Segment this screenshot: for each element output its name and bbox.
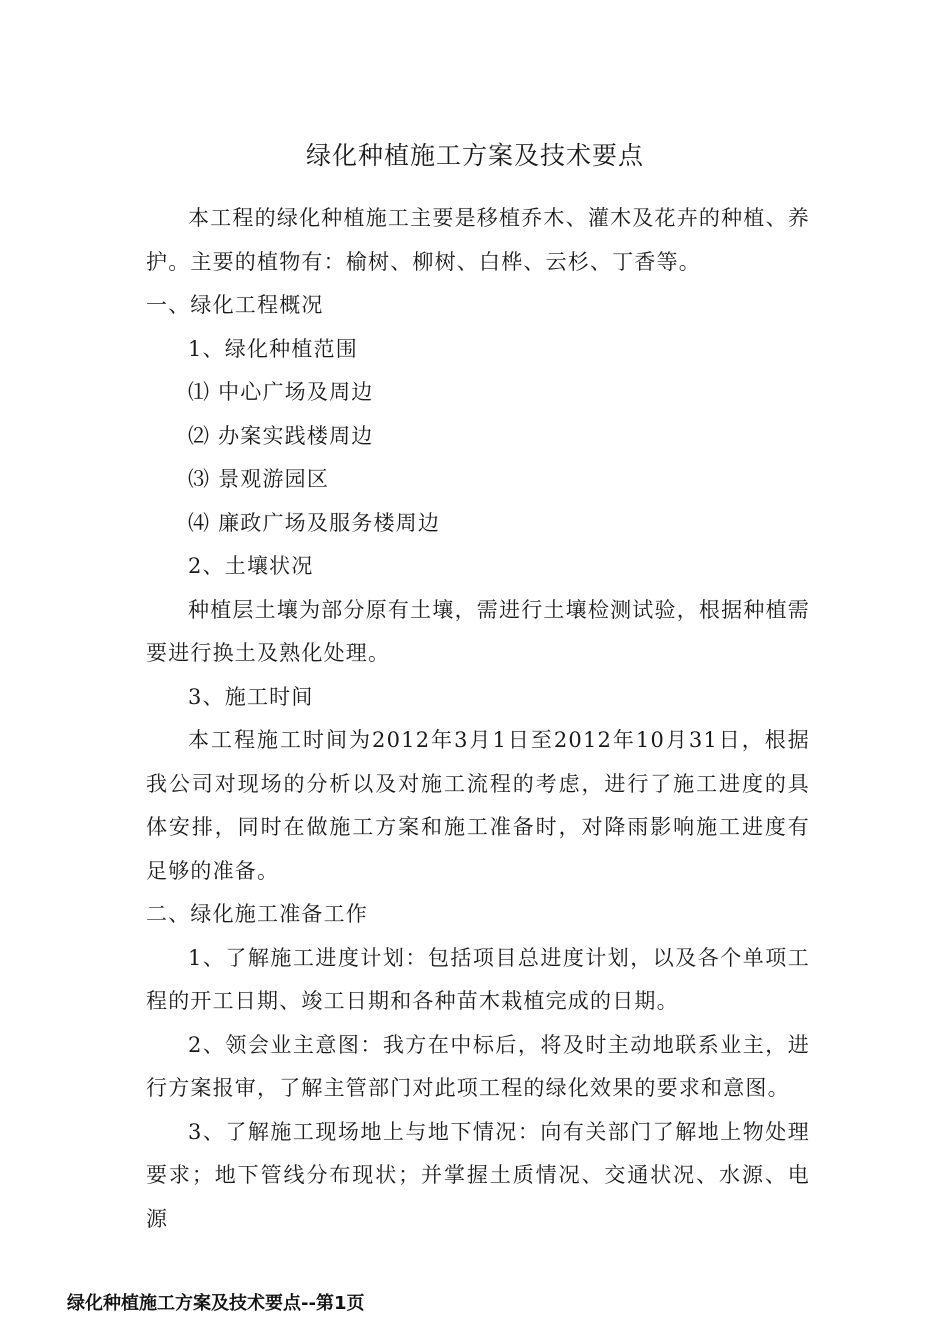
- preparation-item-1: 1、了解施工进度计划：包括项目总进度计划，以及各个单项工程的开工日期、竣工日期和各种苗木栽植完成的日期。: [146, 945, 810, 1013]
- list-item: ⑶ 景观游园区: [188, 467, 330, 491]
- document-body: [146, 197, 810, 1241]
- list-item: ⑵ 办案实践楼周边: [188, 423, 374, 448]
- section-heading-preparation: 二、绿化施工准备工作: [146, 902, 368, 926]
- soil-paragraph: 种植层土壤为部分原有土壤，需进行土壤检测试验，根据种植需要进行换土及熟化处理。: [146, 597, 810, 665]
- intro-paragraph: 本工程的绿化种植施工主要是移植乔木、灌木及花卉的种植、养护。主要的植物有：榆树、柳树、白桦、云杉、丁香等。: [146, 206, 810, 274]
- section-heading-overview: 一、绿化工程概况: [146, 293, 324, 317]
- document-title: 绿化种植施工方案及技术要点: [305, 141, 644, 170]
- subheading-soil: 2、土壤状况: [188, 554, 314, 578]
- list-item: ⑷ 廉政广场及服务楼周边: [188, 510, 441, 535]
- page-footer: 绿化种植施工方案及技术要点--第1页: [67, 1293, 365, 1314]
- list-item: ⑴ 中心广场及周边: [188, 380, 374, 404]
- construction-time-paragraph: 本工程施工时间为2012年3月1日至2012年10月31日，根据我公司对现场的分析以及对施工流程的考虑，进行了施工进度的具体安排，同时在做施工方案和施工准备时，对降雨影响施工进度有足够的准备。: [146, 728, 810, 883]
- preparation-item-3: 3、了解施工现场地上与地下情况：向有关部门了解地上物处理要求；地下管线分布现状；并掌握土质情况、交通状况、水源、电源: [146, 1119, 810, 1231]
- preparation-item-2: 2、领会业主意图：我方在中标后，将及时主动地联系业主，进行方案报审，了解主管部门对此项工程的绿化效果的要求和意图。: [146, 1032, 810, 1100]
- subheading-planting-scope: 1、绿化种植范围: [188, 336, 358, 361]
- subheading-construction-time: 3、施工时间: [188, 684, 314, 709]
